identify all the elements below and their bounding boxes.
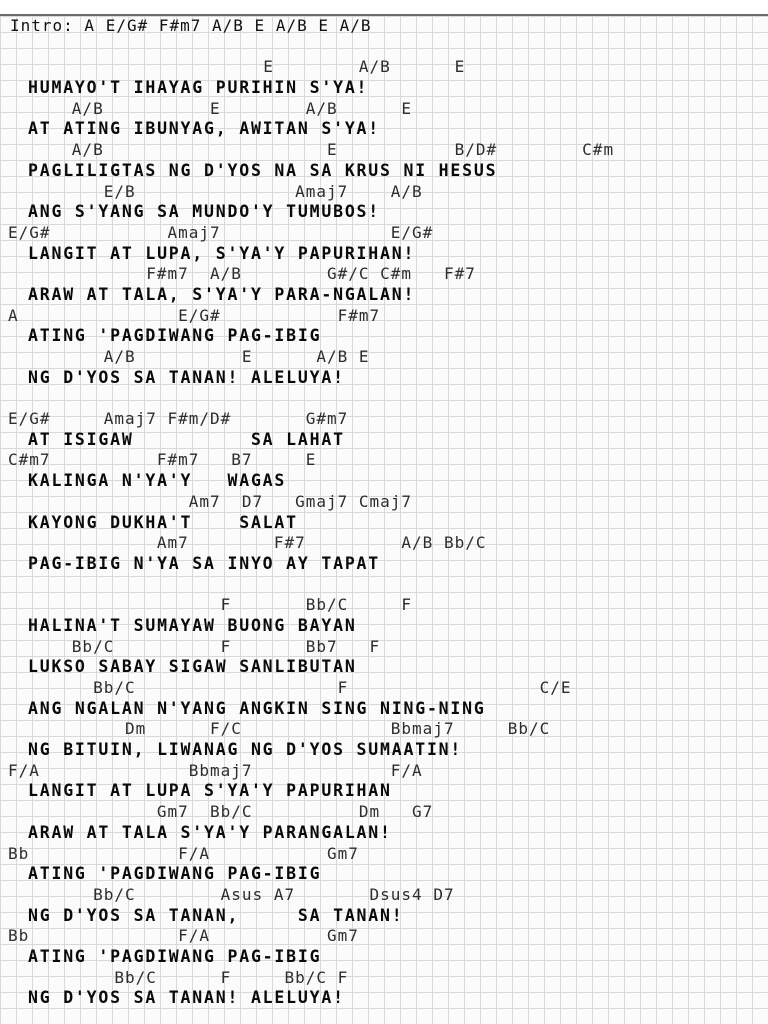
chord-line: Bb F/A Gm7	[8, 843, 359, 863]
lyric-line: NG D'YOS SA TANAN! ALELUYA!	[28, 988, 345, 1008]
blank-line	[0, 37, 768, 58]
lyric-line: PAG-IBIG N'YA SA INYO AY TAPAT	[28, 553, 381, 573]
lyric-line: KALINGA N'YA'Y WAGAS	[28, 471, 287, 491]
lyric-line: NG D'YOS SA TANAN, SA TANAN!	[28, 905, 404, 925]
lyric-line: ATING 'PAGDIWANG PAG-IBIG	[28, 326, 322, 346]
lyric-line: LUKSO SABAY SIGAW SANLIBUTAN	[28, 657, 357, 677]
lyric-line: ATING 'PAGDIWANG PAG-IBIG	[28, 864, 322, 884]
chord-line: Bb F/A Gm7	[8, 926, 359, 946]
chord-line: C#m7 F#m7 B7 E	[8, 450, 317, 470]
blank-line	[0, 388, 768, 409]
lyric-line: ANG S'YANG SA MUNDO'Y TUMUBOS!	[28, 202, 381, 222]
chord-line: Bb/C F Bb/C F	[8, 967, 349, 987]
intro-chord-line: Intro: A E/G# F#m7 A/B E A/B E A/B	[10, 16, 372, 35]
lyric-line: ANG NGALAN N'YANG ANGKIN SING NING-NING	[28, 698, 486, 718]
chord-line: F#m7 A/B G#/C C#m F#7	[8, 264, 476, 284]
lyric-line: ATING 'PAGDIWANG PAG-IBIG	[28, 946, 322, 966]
lyric-line: KAYONG DUKHA'T SALAT	[28, 512, 298, 532]
lyric-line: PAGLILIGTAS NG D'YOS NA SA KRUS NI HESUS	[28, 160, 498, 180]
chord-line: A/B E A/B E	[8, 98, 413, 118]
chord-line: E/B Amaj7 A/B	[8, 181, 423, 201]
lyric-line: NG D'YOS SA TANAN! ALELUYA!	[28, 367, 345, 387]
chord-line: Bb/C F Bb7 F	[8, 636, 381, 656]
lyric-line: ARAW AT TALA, S'YA'Y PARA-NGALAN!	[28, 284, 416, 304]
chord-line: Am7 F#7 A/B Bb/C	[8, 533, 487, 553]
lyric-line: LANGIT AT LUPA, S'YA'Y PAPURIHAN!	[28, 243, 416, 263]
blank-line	[0, 575, 768, 596]
chord-line: A/B E A/B E	[8, 347, 370, 366]
lyric-line: AT ISIGAW SA LAHAT	[28, 429, 345, 449]
lyric-line: NG BITUIN, LIWANAG NG D'YOS SUMAATIN!	[28, 740, 463, 760]
chord-line: Bb/C F C/E	[8, 678, 572, 697]
chord-line: E A/B E	[8, 57, 466, 77]
chord-line: E/G# Amaj7 E/G#	[8, 222, 434, 242]
chord-line: A E/G# F#m7	[8, 305, 381, 325]
chord-line: Am7 D7 Gmaj7 Cmaj7	[8, 491, 413, 511]
chord-line: F/A Bbmaj7 F/A	[8, 760, 423, 780]
lyric-line: LANGIT AT LUPA S'YA'Y PAPURIHAN	[28, 781, 392, 801]
lyric-line: AT ATING IBUNYAG, AWITAN S'YA!	[28, 119, 381, 139]
song-lines	[0, 16, 768, 1009]
chord-line: F Bb/C F	[8, 595, 413, 615]
lyric-line: ARAW AT TALA S'YA'Y PARANGALAN!	[28, 822, 392, 842]
chord-line: Gm7 Bb/C Dm G7	[8, 802, 434, 822]
lyric-line: HUMAYO'T IHAYAG PURIHIN S'YA!	[28, 78, 369, 98]
chord-line: A/B E B/D# C#m	[8, 140, 615, 160]
top-margin	[0, 0, 768, 14]
lyric-line: HALINA'T SUMAYAW BUONG BAYAN	[28, 615, 357, 635]
chord-line: Dm F/C Bbmaj7 Bb/C	[8, 719, 551, 739]
chord-line: Bb/C Asus A7 Dsus4 D7	[8, 884, 455, 904]
chord-line: E/G# Amaj7 F#m/D# G#m7	[8, 409, 349, 429]
